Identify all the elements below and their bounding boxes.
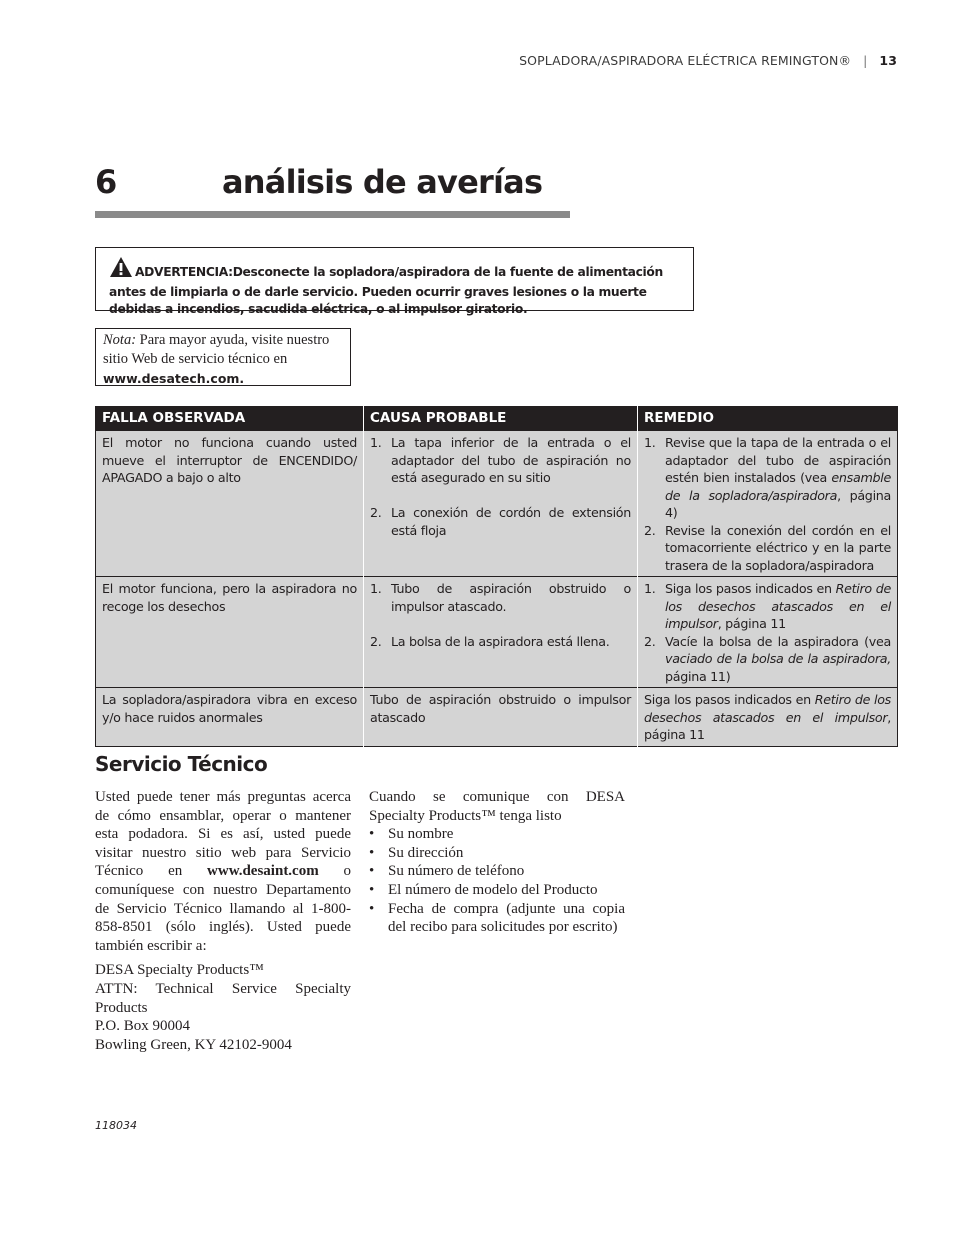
contact-checklist [369, 825, 625, 937]
troubleshooting-table [95, 406, 898, 747]
contact-intro: Cuando se comunique con DESA Specialty Products™ tenga listo [369, 789, 625, 824]
header-remedy: REMEDIO [638, 407, 898, 431]
note-text: Para mayor ayuda, visite nuestro sitio Web de servicio técnico en [103, 332, 330, 367]
chapter-title: análisis de averías [222, 163, 543, 201]
running-header [519, 53, 897, 68]
fault-cell: La sopladora/aspiradora vibra en exceso y/o hace ruidos anormales [96, 688, 364, 747]
service-right-column [369, 788, 625, 937]
list-item: 1. Siga los pasos indicados en Retiro de los desechos atascados en el impulsor, página 11 [644, 581, 891, 631]
header-cause: CAUSA PROBABLE [364, 407, 638, 431]
note-label: Nota: [103, 332, 137, 348]
table-row [96, 577, 898, 688]
address-line: P.O. Box 90004 [95, 1018, 191, 1035]
warning-box [95, 247, 694, 316]
remedy-cell: Siga los pasos indicados en Retiro de los desechos atascados en el impulsor, página 11 [638, 688, 898, 747]
list-item: 2. La bolsa de la aspiradora está llena. [370, 633, 610, 649]
fault-cell: El motor funciona, pero la aspiradora no recoge los desechos [96, 577, 364, 688]
service-section-title: Servicio Técnico [95, 752, 268, 776]
mailing-address [95, 961, 351, 1054]
list-item: 1. Revise que la tapa de la entrada o el adaptador del tubo de aspiración estén bien instalados (vea ensamble de la sopladora/aspiradora, página 4) [644, 435, 892, 520]
warning-text: Desconecte la sopladora/aspiradora de la fuente de alimentación antes de limpiarla o de darle servicio. Pueden ocurrir graves lesiones o la muerte debidas a incendios, sacudida eléctrica, o al impulsor giratorio. [109, 265, 663, 316]
chapter-rule [95, 211, 570, 218]
list-item: 2. Revise la conexión del cordón en el tomacorriente eléctrico y en la parte trasera de la sopladora/aspiradora [644, 522, 891, 573]
table-row [96, 688, 898, 747]
table-header-row [96, 407, 898, 431]
list-item: • Su dirección [369, 844, 464, 861]
remedy-cell [638, 431, 898, 577]
page-number: 13 [879, 53, 897, 68]
address-line: Bowling Green, KY 42102-9004 [95, 1036, 292, 1053]
list-item: 2. La conexión de cordón de extensión está floja [370, 505, 631, 538]
address-line: ATTN: Technical Service Specialty [95, 980, 351, 997]
service-intro: Usted puede tener más preguntas acerca de cómo ensamblar, operar o mantener esta podadora. Si es así, usted puede visitar nuestro sitio web para Servicio Técnico en www.desaint.com o comuníquese con nuestro Departamento de Servicio Técnico llamando al 1-800-858-8501 (sólo inglés). Usted puede también escribir a: [95, 789, 352, 954]
address-line: Products [95, 999, 148, 1016]
cause-cell [364, 577, 638, 688]
document-code: 118034 [95, 1119, 137, 1132]
list-item: 1. Tubo de aspiración obstruido o impulsor atascado. [370, 581, 631, 614]
running-title: SOPLADORA/ASPIRADORA ELÉCTRICA REMINGTON® [519, 53, 852, 68]
service-website-link[interactable]: www.desaint.com [207, 863, 319, 880]
table-row [96, 431, 898, 577]
list-item: • El número de modelo del Producto [369, 881, 598, 898]
header-separator: | [863, 53, 868, 68]
cause-cell [364, 431, 638, 577]
warning-triangle-icon [109, 256, 133, 284]
remedy-cell [638, 577, 898, 688]
list-item: • Su número de teléfono [369, 863, 525, 880]
fault-cell: El motor no funciona cuando usted mueve el interruptor de ENCENDIDO/ APAGADO a bajo o alto [96, 431, 364, 577]
list-item: 1. La tapa inferior de la entrada o el adaptador del tubo de aspiración no está asegurado en su sitio [370, 435, 631, 485]
support-website-link[interactable]: www.desatech.com. [103, 371, 245, 386]
service-left-column [95, 788, 351, 1054]
cause-cell: Tubo de aspiración obstruido o impulsor atascado [364, 688, 638, 747]
header-fault: FALLA OBSERVADA [96, 407, 364, 431]
list-item: 2. Vacíe la bolsa de la aspiradora (vea vaciado de la bolsa de la aspiradora, página 11) [644, 633, 891, 684]
note-box [95, 328, 351, 386]
chapter-number: 6 [95, 163, 117, 201]
list-item: • Fecha de compra (adjunte una copia del recibo para solicitudes por escrito) [369, 900, 625, 936]
list-item: • Su nombre [369, 826, 454, 843]
warning-label: ADVERTENCIA: [135, 265, 233, 279]
address-line: DESA Specialty Products™ [95, 962, 264, 979]
